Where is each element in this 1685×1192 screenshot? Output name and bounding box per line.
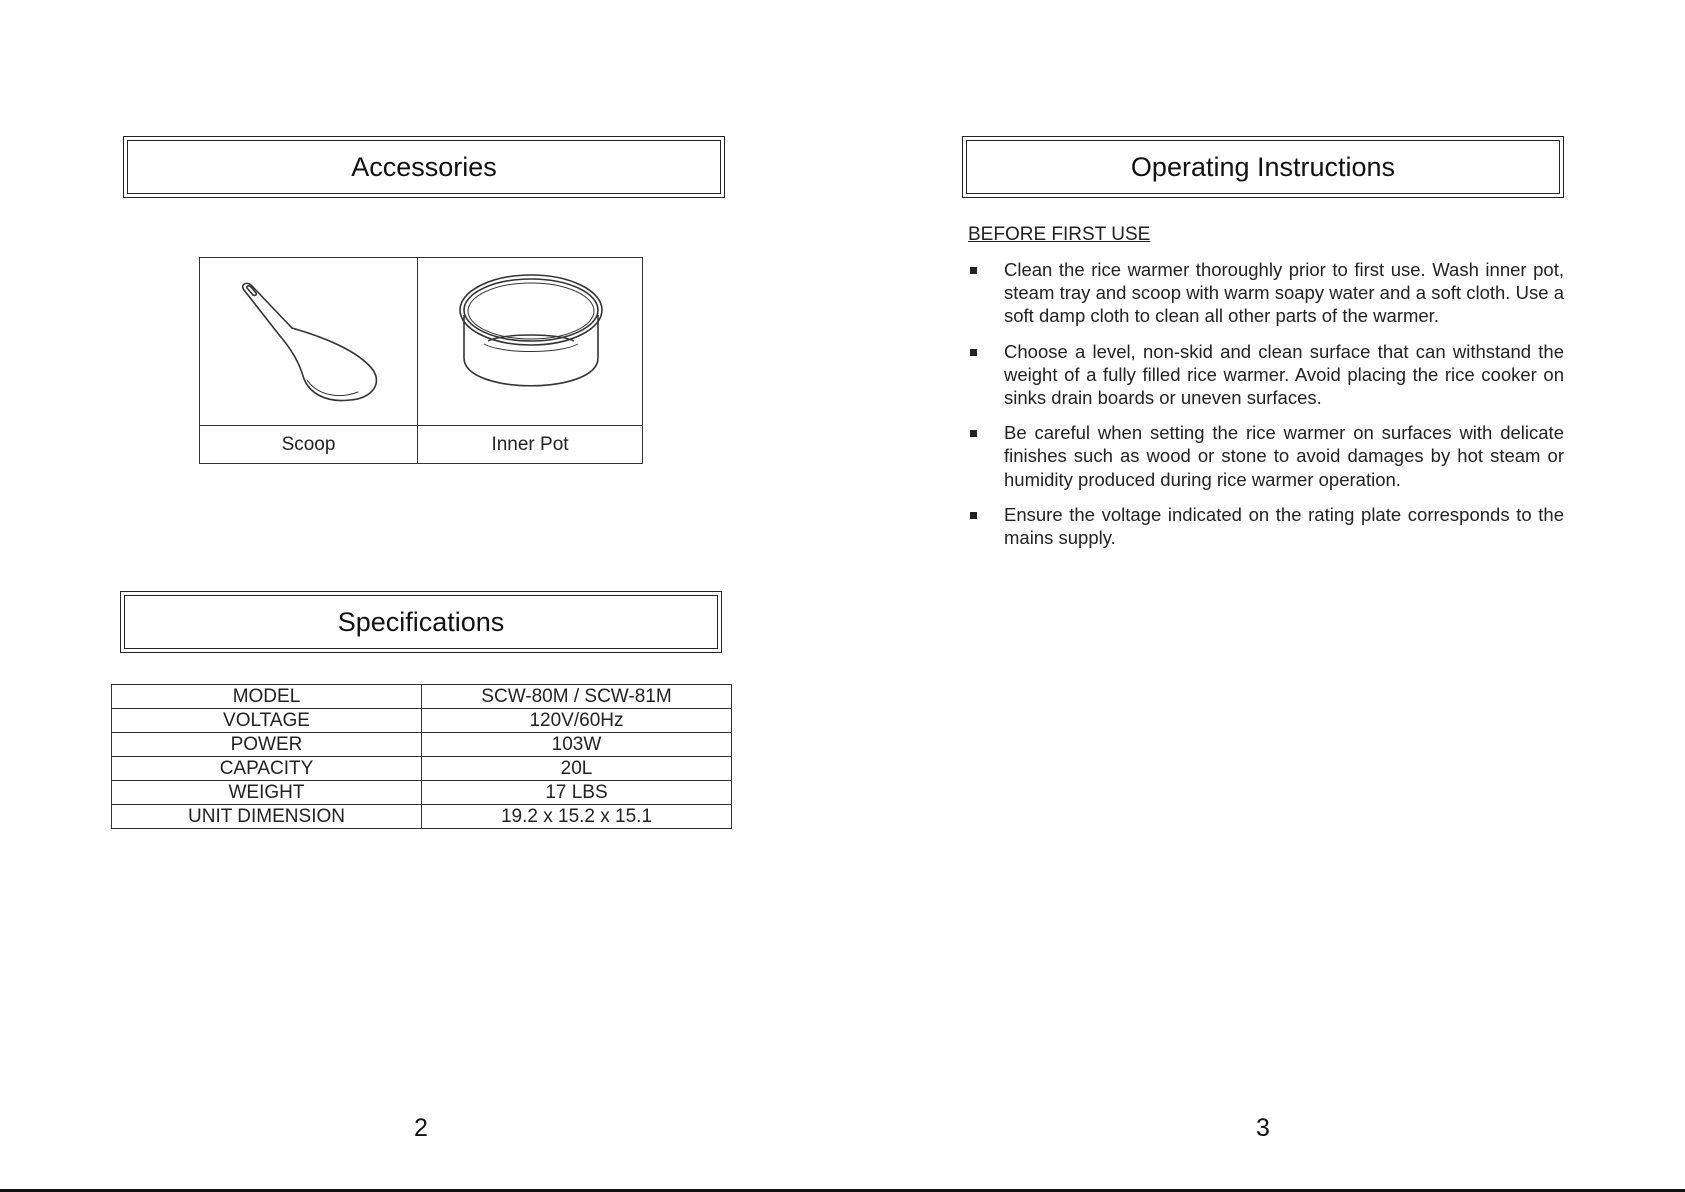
operating-instructions-title: Operating Instructions xyxy=(966,140,1560,194)
spec-key: VOLTAGE xyxy=(112,709,422,733)
specifications-header xyxy=(120,591,722,653)
spec-value: 103W xyxy=(422,733,732,757)
table-row xyxy=(112,733,732,757)
accessories-title: Accessories xyxy=(127,140,721,194)
instruction-text: Be careful when setting the rice warmer on surfaces with delicate finishes such as wood or stone to avoid damages by hot steam or humidity produced during rice warmer operation. xyxy=(1004,422,1564,490)
table-row xyxy=(112,685,732,709)
page-number: 2 xyxy=(414,1114,428,1142)
list-item xyxy=(968,340,1564,410)
spec-key: POWER xyxy=(112,733,422,757)
inner-pot-illustration xyxy=(418,258,642,426)
list-item xyxy=(968,258,1564,328)
accessories-header xyxy=(123,136,725,198)
operating-instructions-header xyxy=(962,136,1564,198)
page-number: 3 xyxy=(1256,1114,1270,1142)
table-row xyxy=(112,805,732,829)
bullet-icon xyxy=(970,349,977,356)
specifications-table xyxy=(111,684,732,829)
bullet-icon xyxy=(970,512,977,519)
bullet-icon xyxy=(970,430,977,437)
inner-pot-label: Inner Pot xyxy=(491,433,569,455)
spec-value: 20L xyxy=(422,757,732,781)
instruction-text: Choose a level, non-skid and clean surface that can withstand the weight of a fully filled rice warmer. Avoid placing the rice cooker on sinks drain boards or uneven surfaces. xyxy=(1004,340,1564,409)
spec-key: CAPACITY xyxy=(112,757,422,781)
instruction-list xyxy=(968,258,1564,561)
list-item xyxy=(968,421,1564,491)
table-row xyxy=(112,781,732,805)
spec-key: WEIGHT xyxy=(112,781,422,805)
instruction-text: Clean the rice warmer thoroughly prior to first use. Wash inner pot, steam tray and scoop with warm soapy water and a soft cloth. Use a soft damp cloth to clean all other parts of the warmer. xyxy=(1004,259,1564,327)
before-first-use-heading: BEFORE FIRST USE xyxy=(968,224,1151,245)
spec-key: UNIT DIMENSION xyxy=(112,805,422,829)
list-item xyxy=(968,503,1564,549)
right-page xyxy=(842,0,1685,1192)
spec-value: 19.2 x 15.2 x 15.1 xyxy=(422,805,732,829)
scoop-label: Scoop xyxy=(200,426,418,463)
spec-value: 17 LBS xyxy=(422,781,732,805)
spec-key: MODEL xyxy=(112,685,422,709)
scoop-icon xyxy=(200,258,418,426)
inner-pot-icon xyxy=(418,258,644,426)
left-page xyxy=(0,0,842,1192)
spec-value: 120V/60Hz xyxy=(422,709,732,733)
table-row xyxy=(112,709,732,733)
accessories-figure xyxy=(199,257,643,464)
scoop-illustration xyxy=(200,258,418,426)
instruction-text: Ensure the voltage indicated on the rating plate corresponds to the mains supply. xyxy=(1004,503,1564,549)
table-row xyxy=(112,757,732,781)
specifications-title: Specifications xyxy=(124,595,718,649)
bullet-icon xyxy=(970,267,977,274)
spec-value: SCW-80M / SCW-81M xyxy=(422,685,732,709)
